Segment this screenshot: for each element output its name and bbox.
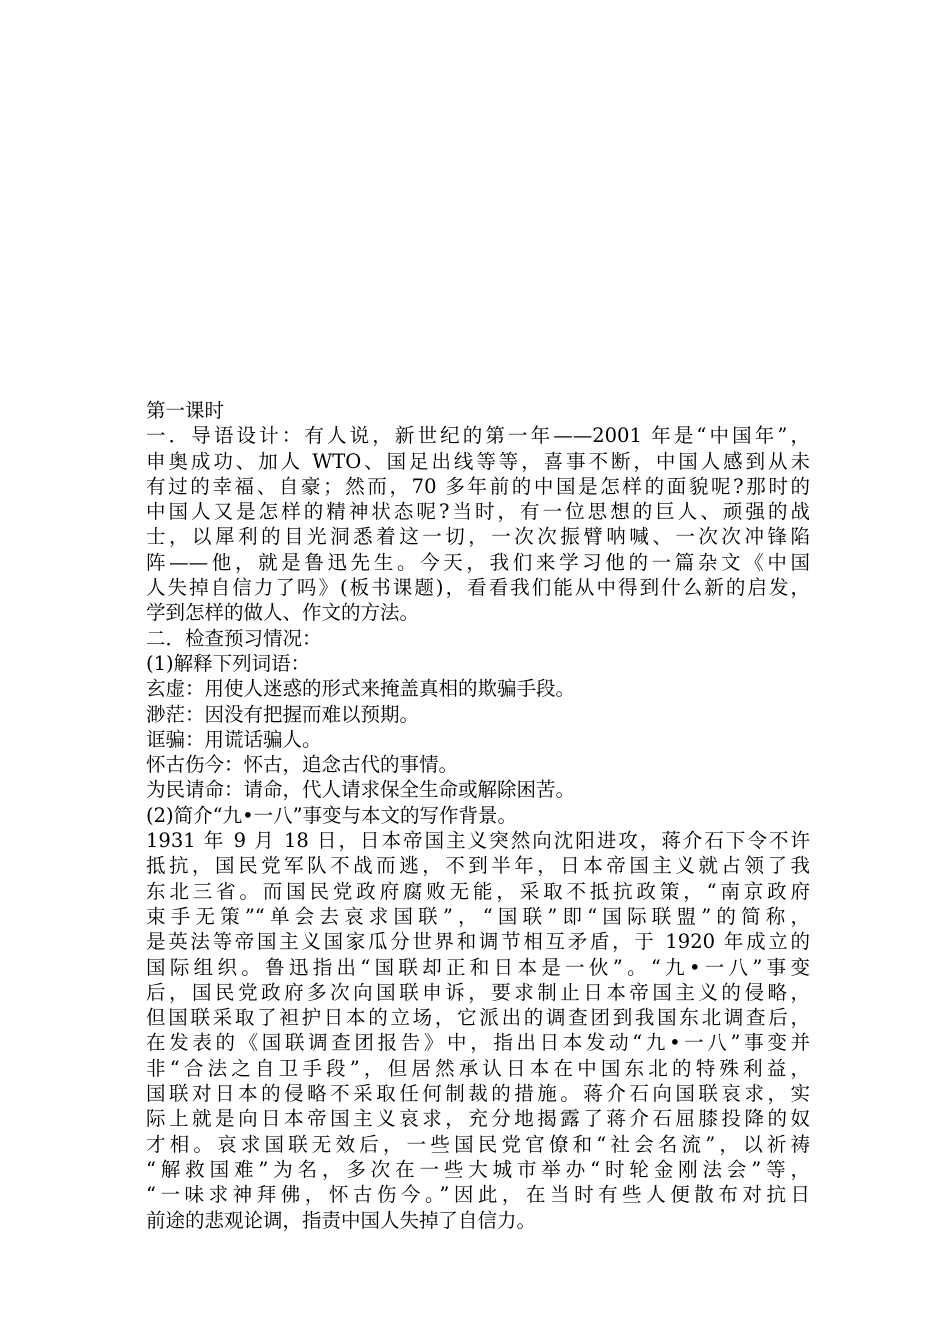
text-line: 但国联采取了袒护日本的立场，它派出的调查团到我国东北调查后， bbox=[146, 1006, 810, 1030]
sub-heading: (2)简介“九•一八”事变与本文的写作背景。 bbox=[146, 803, 518, 827]
text-line: 非“合法之自卫手段”，但居然承认日本在中国东北的特殊利益， bbox=[146, 1056, 810, 1080]
text-line: 才相。哀求国联无效后，一些国民党官僚和“社会名流”，以祈祷 bbox=[146, 1132, 810, 1156]
text-line: 阵——他，就是鲁迅先生。今天，我们来学习他的一篇杂文《中国 bbox=[146, 550, 810, 574]
text-line: 中国人又是怎样的精神状态呢?当时，有一位思想的巨人、顽强的战 bbox=[146, 500, 810, 524]
text-line: 在发表的《国联调查团报告》中，指出日本发动“九•一八”事变并 bbox=[146, 1031, 810, 1055]
text-line: 际上就是向日本帝国主义哀求，充分地揭露了蒋介石屈膝投降的奴 bbox=[146, 1107, 810, 1131]
text-line: 人失掉自信力了吗》(板书课题)，看看我们能从中得到什么新的启发， bbox=[146, 576, 810, 600]
text-line: 申奥成功、加人 WTO、国足出线等等，喜事不断，中国人感到从未 bbox=[146, 449, 810, 473]
text-line: “一味求神拜佛，怀古伤今。”因此，在当时有些人便散布对抗日 bbox=[146, 1183, 810, 1207]
definition-line: 为民请命：请命，代人请求保全生命或解除困苦。 bbox=[146, 778, 576, 802]
text-line: 束手无策”“单会去哀求国联”，“国联”即“国际联盟”的简称， bbox=[146, 904, 810, 928]
section-heading: 二．检查预习情况： bbox=[146, 626, 322, 650]
definition-line: 玄虚：用使人迷惑的形式来掩盖真相的欺骗手段。 bbox=[146, 677, 576, 701]
lesson-title: 第一课时 bbox=[146, 399, 225, 422]
definition-line: 渺茫：因没有把握而难以预期。 bbox=[146, 702, 420, 726]
text-line: 学到怎样的做人、作文的方法。 bbox=[146, 601, 420, 625]
definition-line: 诓骗：用谎话骗人。 bbox=[146, 727, 322, 751]
text-line: 国联对日本的侵略不采取任何制裁的措施。蒋介石向国联哀求，实 bbox=[146, 1082, 810, 1106]
text-line: 国际组织。鲁迅指出“国联却正和日本是一伙”。“九•一八”事变 bbox=[146, 955, 810, 979]
text-line: 后，国民党政府多次向国联申诉，要求制止日本帝国主义的侵略， bbox=[146, 980, 810, 1004]
text-line: 一．导语设计：有人说，新世纪的第一年——2001 年是“中国年”， bbox=[146, 424, 810, 448]
text-line: 前途的悲观论调，指责中国人失掉了自信力。 bbox=[146, 1208, 537, 1232]
text-line: 士，以犀利的目光洞悉着这一切，一次次振臂呐喊、一次次冲锋陷 bbox=[146, 525, 810, 549]
sub-heading: (1)解释下列词语： bbox=[146, 651, 311, 675]
text-line: 是英法等帝国主义国家瓜分世界和调节相互矛盾，于 1920 年成立的 bbox=[146, 930, 810, 954]
definition-line: 怀古伤今：怀古，追念古代的事情。 bbox=[146, 753, 459, 777]
text-line: 东北三省。而国民党政府腐败无能，采取不抵抗政策，“南京政府 bbox=[146, 879, 810, 903]
text-line: 1931 年 9 月 18 日，日本帝国主义突然向沈阳进攻，蒋介石下令不许 bbox=[146, 829, 810, 853]
text-line: “解救国难”为名，多次在一些大城市举办“时轮金刚法会”等， bbox=[146, 1157, 810, 1181]
document-body bbox=[146, 398, 810, 1233]
text-line: 有过的幸福、自豪；然而，70 多年前的中国是怎样的面貌呢?那时的 bbox=[146, 474, 810, 498]
text-line: 抵抗，国民党军队不战而逃，不到半年，日本帝国主义就占领了我 bbox=[146, 854, 810, 878]
